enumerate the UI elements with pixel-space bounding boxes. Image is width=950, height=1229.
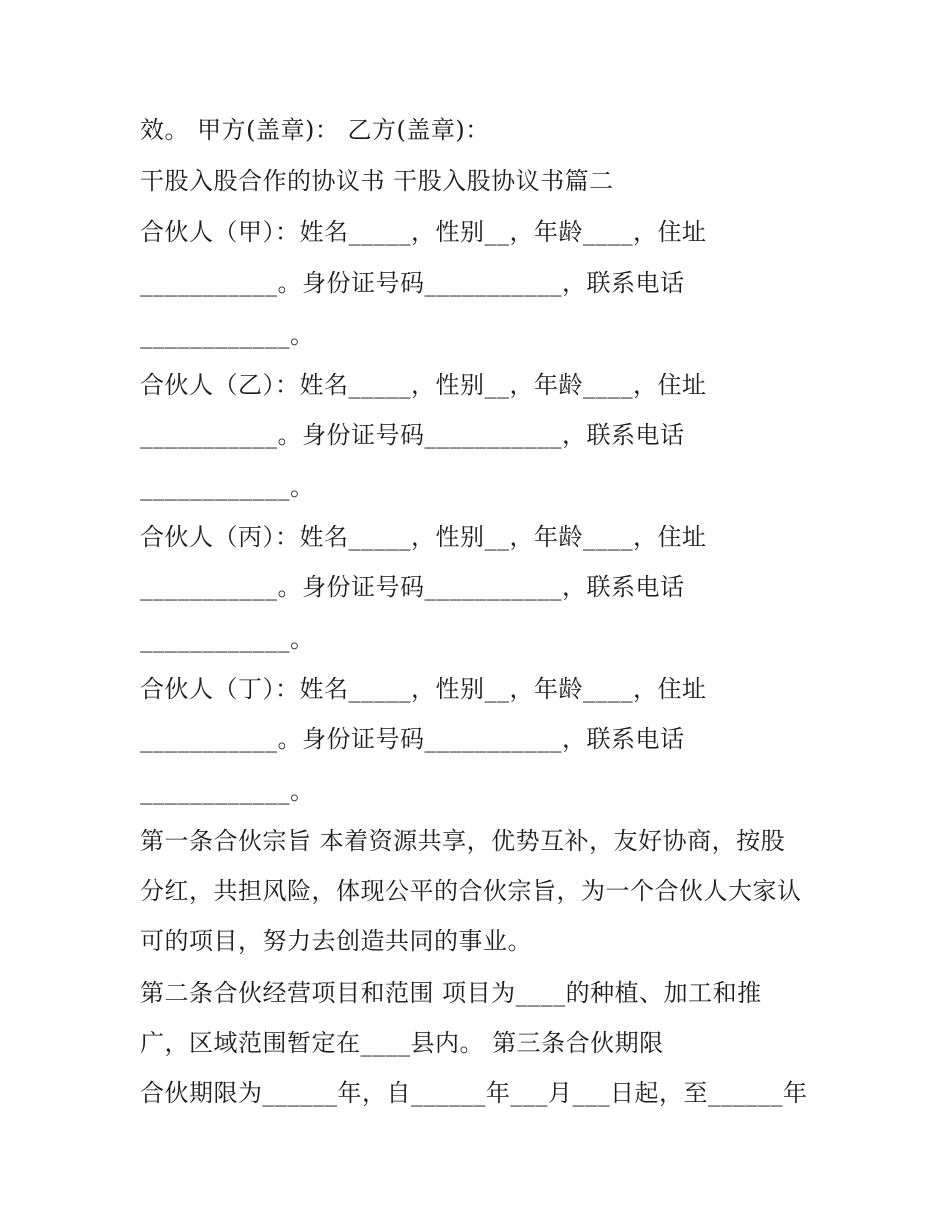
text-line-7: ___________。身份证号码___________，联系电话 — [140, 421, 685, 449]
text-line-12: 合伙人（丁）：姓名_____，性别__，年龄____，住址 — [140, 675, 707, 703]
text-line-14: ____________。 — [140, 777, 315, 805]
text-line-8: ____________。 — [140, 473, 315, 501]
text-line-5: ____________。 — [140, 321, 315, 349]
text-line-3: 合伙人（甲）：姓名_____，性别__，年龄____，住址 — [140, 218, 707, 246]
text-line-13: ___________。身份证号码___________，联系电话 — [140, 725, 685, 753]
text-line-20: 合伙期限为______年，自______年___月___日起，至______年 — [140, 1079, 808, 1107]
text-line-9: 合伙人（丙）：姓名_____，性别__，年龄____，住址 — [140, 523, 707, 551]
text-line-19: 广，区域范围暂定在____县内。 第三条合伙期限 — [140, 1029, 664, 1057]
text-line-10: ___________。身份证号码___________，联系电话 — [140, 573, 685, 601]
text-line-6: 合伙人（乙）：姓名_____，性别__，年龄____，住址 — [140, 371, 707, 399]
text-line-16: 分红，共担风险，体现公平的合伙宗旨，为一个合伙人大家认 — [140, 877, 802, 905]
text-line-15: 第一条合伙宗旨 本着资源共享，优势互补，友好协商，按股 — [140, 827, 786, 855]
text-line-2: 干股入股合作的协议书 干股入股协议书篇二 — [140, 167, 614, 195]
text-line-1: 效。 甲方(盖章)： 乙方(盖章)： — [140, 116, 490, 144]
text-line-18: 第二条合伙经营项目和范围 项目为____的种植、加工和推 — [140, 979, 762, 1007]
text-line-11: ____________。 — [140, 625, 315, 653]
text-line-17: 可的项目，努力去创造共同的事业。 — [140, 927, 532, 955]
text-line-4: ___________。身份证号码___________，联系电话 — [140, 269, 685, 297]
